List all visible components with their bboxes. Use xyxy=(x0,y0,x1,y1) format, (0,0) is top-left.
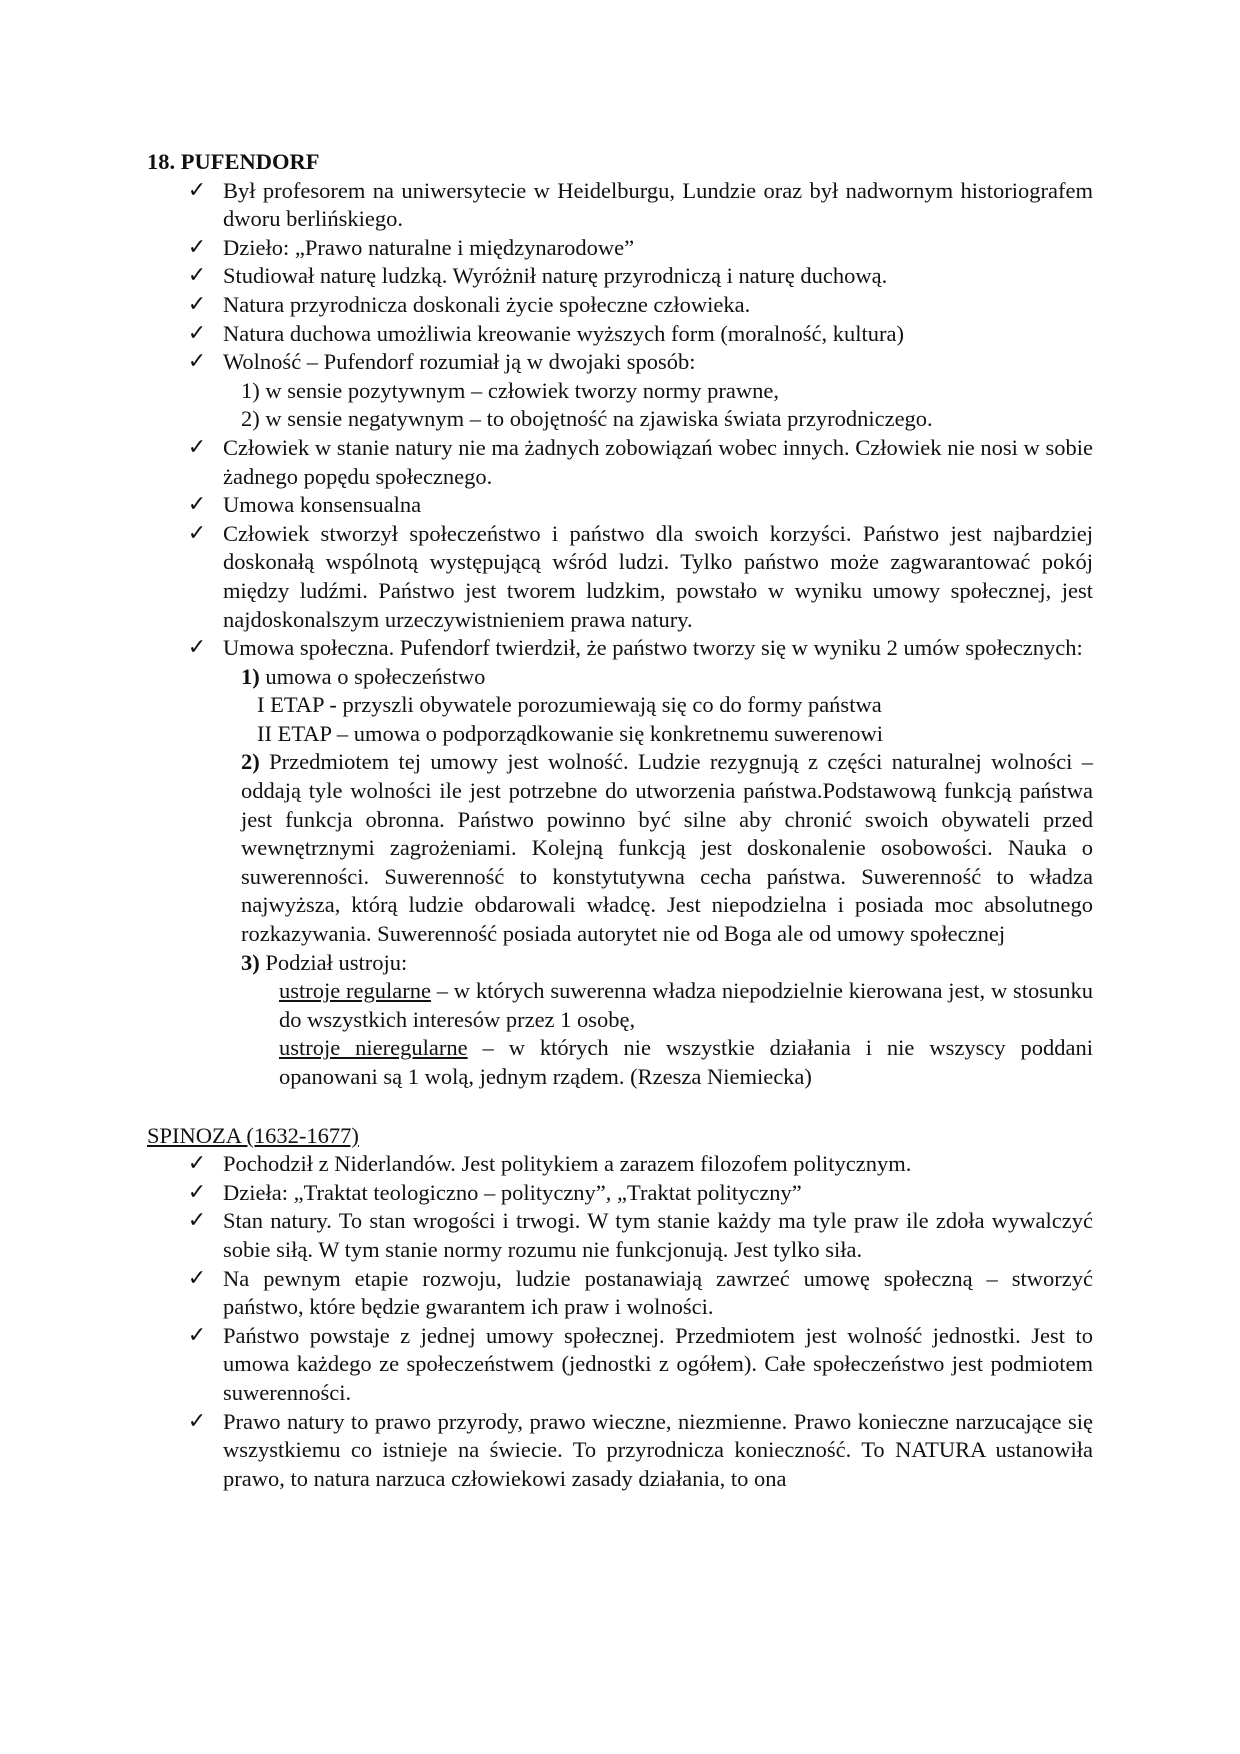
checkmark-icon: ✓ xyxy=(187,1322,207,1348)
contract-stage-1: I ETAP - przyszli obywatele porozumiewają się co do formy państwa xyxy=(257,692,882,718)
checkmark-icon: ✓ xyxy=(187,320,207,346)
checkmark-icon: ✓ xyxy=(187,291,207,317)
contract-point-1: 1) umowa o społeczeństwo xyxy=(241,663,486,689)
regime-irregular: ustroje nieregularne – w których nie wszystkie działania i nie wszyscy poddani opanowani są 1 wolą, jednym rządem. (Rzesza Niemiecka) xyxy=(279,1035,1093,1089)
checkmark-icon: ✓ xyxy=(187,349,207,375)
checkmark-icon: ✓ xyxy=(187,492,207,518)
section-heading-spinoza: SPINOZA (1632-1677) xyxy=(147,1122,359,1148)
checkmark-icon: ✓ xyxy=(187,1408,207,1434)
checkmark-icon: ✓ xyxy=(187,177,207,203)
document-page xyxy=(147,148,1093,1493)
checkmark-icon: ✓ xyxy=(187,520,207,546)
checkmark-icon: ✓ xyxy=(187,1265,207,1291)
list-item: ✓ Człowiek stworzył społeczeństwo i państwo dla swoich korzyści. Państwo jest najbardziej doskonałą wspólnotą występującą wśród ludzi. Tylko państwo może zagwarantować pokój między ludźmi. Państwo jest tworem ludzkim, powstało w wyniku umowy społecznej, jest najdoskonalszym urzeczywistnieniem prawa natury. xyxy=(147,520,1093,634)
checkmark-icon: ✓ xyxy=(187,635,207,661)
checkmark-icon: ✓ xyxy=(187,234,207,260)
list-item: ✓ Prawo natury to prawo przyrody, prawo wieczne, niezmienne. Prawo konieczne narzucające się wszystkiemu co istnieje na świecie. To przyrodnicza konieczność. To NATURA ustanowiła prawo, to natura narzuca człowiekowi zasady działania, to ona xyxy=(147,1408,1093,1494)
list-item: ✓ Człowiek w stanie natury nie ma żadnych zobowiązań wobec innych. Człowiek nie nosi w sobie żadnego popędu społecznego. xyxy=(147,434,1093,491)
pufendorf-list xyxy=(147,177,1093,1092)
freedom-positive: 1) w sensie pozytywnym – człowiek tworzy normy prawne, xyxy=(241,377,779,403)
contract-point-3: 3) Podział ustroju: xyxy=(241,949,408,975)
list-item-social-contract: ✓ Umowa społeczna. Pufendorf twierdził, że państwo tworzy się w wyniku 2 umów społecznych: 1) umowa o społeczeństwo I ETAP - przyszli obywatele porozumiewają się co do formy państwa II ETAP – umowa o podporządkowanie się konkretnemu suwerenowi 2) Przedmiotem tej umowy jest wolność. Ludzie rezygnują z części naturalnej wolności – oddają tyle wolności ile jest potrzebne do utworzenia państwa.Podstawową funkcją państwa jest funkcja obronna. Państwo powinno być silne aby chronić swoich obywateli przed wewnętrznymi zagrożeniami. Kolejną funkcją jest doskonalenie osobowości. Nauka o suwerenności. Suwerenność to konstytutywna cecha państwa. Suwerenność to władza najwyższa, którą ludzie obdarowali władcę. Jest niepodzielna i posiada moc absolutnego rozkazywania. Suwerenność posiada autorytet nie od Boga ale od umowy społecznej 3) Podział ustroju: ustroje regularne – w których suwerenna władza niepodzielnie kierowana jest, w stosunku do wszystkich interesów przez 1 osobę, ustroje nieregularne – w których nie wszystkie działania i nie wszyscy poddani opanowani są 1 wolą, jednym rządem. (Rzesza Niemiecka) xyxy=(147,634,1093,1092)
spinoza-list xyxy=(147,1150,1093,1493)
freedom-negative: 2) w sensie negatywnym – to obojętność na zjawiska świata przyrodniczego. xyxy=(241,406,933,432)
regime-regular: ustroje regularne – w których suwerenna władza niepodzielnie kierowana jest, w stosunku do wszystkich interesów przez 1 osobę, xyxy=(279,978,1093,1032)
contract-point-2: 2) Przedmiotem tej umowy jest wolność. Ludzie rezygnują z części naturalnej wolności – oddają tyle wolności ile jest potrzebne do utworzenia państwa.Podstawową funkcją państwa jest funkcja obronna. Państwo powinno być silne aby chronić swoich obywateli przed wewnętrznymi zagrożeniami. Kolejną funkcją jest doskonalenie osobowości. Nauka o suwerenności. Suwerenność to konstytutywna cecha państwa. Suwerenność to władza najwyższa, którą ludzie obdarowali władcę. Jest niepodzielna i posiada moc absolutnego rozkazywania. Suwerenność posiada autorytet nie od Boga ale od umowy społecznej xyxy=(241,749,1093,947)
checkmark-icon: ✓ xyxy=(187,263,207,289)
list-item: ✓ Stan natury. To stan wrogości i trwogi. W tym stanie każdy ma tyle praw ile zdoła wywalczyć sobie siłą. W tym stanie normy rozumu nie funkcjonują. Jest tylko siła. xyxy=(147,1207,1093,1264)
list-item-freedom: ✓ Wolność – Pufendorf rozumiał ją w dwojaki sposób: 1) w sensie pozytywnym – człowiek tworzy normy prawne, 2) w sensie negatywnym – to obojętność na zjawiska świata przyrodniczego. xyxy=(147,348,1093,434)
checkmark-icon: ✓ xyxy=(187,1151,207,1177)
contract-stage-2: II ETAP – umowa o podporządkowanie się konkretnemu suwerenowi xyxy=(257,720,883,746)
list-item: ✓ Natura duchowa umożliwia kreowanie wyższych form (moralność, kultura) xyxy=(147,320,1093,349)
list-item: ✓ Dzieło: „Prawo naturalne i międzynarodowe” xyxy=(147,234,1093,263)
checkmark-icon: ✓ xyxy=(187,1208,207,1234)
list-item: ✓ Pochodził z Niderlandów. Jest politykiem a zarazem filozofem politycznym. xyxy=(147,1150,1093,1179)
checkmark-icon: ✓ xyxy=(187,1179,207,1205)
list-item: ✓ Na pewnym etapie rozwoju, ludzie postanawiają zawrzeć umowę społeczną – stworzyć państwo, które będzie gwarantem ich praw i wolności. xyxy=(147,1265,1093,1322)
list-item: ✓ Państwo powstaje z jednej umowy społecznej. Przedmiotem jest wolność jednostki. Jest to umowa każdego ze społeczeństwem (jednostki z ogółem). Całe społeczeństwo jest podmiotem suwerenności. xyxy=(147,1322,1093,1408)
list-item: ✓ Studiował naturę ludzką. Wyróżnił naturę przyrodniczą i naturę duchową. xyxy=(147,262,1093,291)
list-item: ✓ Umowa konsensualna xyxy=(147,491,1093,520)
list-item: ✓ Był profesorem na uniwersytecie w Heidelburgu, Lundzie oraz był nadwornym historiografem dworu berlińskiego. xyxy=(147,177,1093,234)
section-heading-pufendorf: 18. PUFENDORF xyxy=(147,149,320,174)
checkmark-icon: ✓ xyxy=(187,434,207,460)
list-item: ✓ Dzieła: „Traktat teologiczno – polityczny”, „Traktat polityczny” xyxy=(147,1179,1093,1208)
list-item: ✓ Natura przyrodnicza doskonali życie społeczne człowieka. xyxy=(147,291,1093,320)
